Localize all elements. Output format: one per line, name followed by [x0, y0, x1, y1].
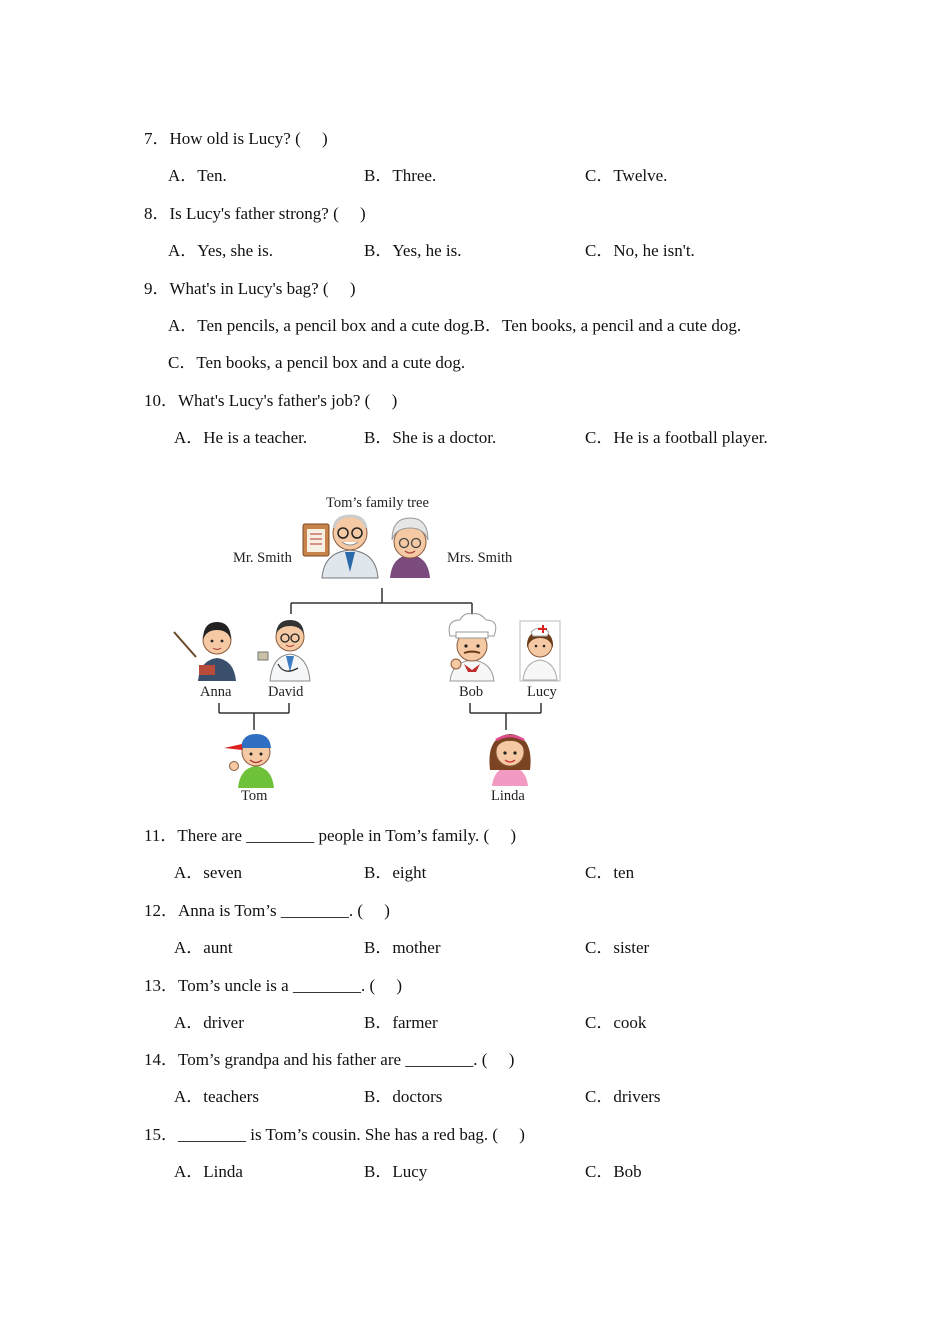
linda-figure [489, 734, 530, 786]
mrs-smith-figure [390, 518, 430, 578]
label-anna: Anna [200, 684, 232, 700]
option-a-b[interactable]: A．Ten pencils, a pencil box and a cute dog.B．Ten books, a pencil and a cute dog. [168, 316, 742, 335]
option-a[interactable]: A．Ten. [168, 166, 227, 185]
option-b[interactable]: B．doctors [364, 1087, 443, 1106]
mr-smith-figure [303, 516, 378, 578]
question-7: 7．How old is Lucy? ( ) [144, 129, 328, 148]
option-c[interactable]: C．cook [585, 1013, 647, 1032]
question-15: 15．________ is Tom’s cousin. She has a red bag. ( ) [144, 1125, 525, 1144]
option-c[interactable]: C．sister [585, 938, 650, 957]
tom-figure [224, 734, 274, 788]
lucy-figure [520, 621, 560, 681]
label-bob: Bob [459, 684, 484, 700]
option-b[interactable]: B．Three. [364, 166, 437, 185]
option-b[interactable]: B．farmer [364, 1013, 438, 1032]
option-b[interactable]: B．Yes, he is. [364, 241, 462, 260]
anna-figure [174, 622, 236, 681]
label-mrs-smith: Mrs. Smith [447, 550, 513, 566]
option-a[interactable]: A．seven [174, 863, 242, 882]
option-c[interactable]: C．Twelve. [585, 166, 668, 185]
option-c[interactable]: C．No, he isn't. [585, 241, 695, 260]
question-9: 9．What's in Lucy's bag? ( ) [144, 279, 356, 298]
family-tree-title: Tom’s family tree [326, 495, 429, 511]
option-a[interactable]: A．driver [174, 1013, 244, 1032]
question-13: 13．Tom’s uncle is a ________. ( ) [144, 976, 403, 995]
question-10: 10．What's Lucy's father's job? ( ) [144, 391, 398, 410]
option-a[interactable]: A．aunt [174, 938, 233, 957]
label-linda: Linda [491, 788, 525, 804]
label-tom: Tom [241, 788, 268, 804]
option-c[interactable]: C．Bob [585, 1162, 642, 1181]
option-b[interactable]: B．mother [364, 938, 441, 957]
label-mr-smith: Mr. Smith [233, 550, 292, 566]
question-12: 12．Anna is Tom’s ________. ( ) [144, 901, 390, 920]
option-b[interactable]: B．Lucy [364, 1162, 428, 1181]
option-b[interactable]: B．She is a doctor. [364, 428, 497, 447]
option-c[interactable]: C．He is a football player. [585, 428, 768, 447]
option-a[interactable]: A．He is a teacher. [174, 428, 308, 447]
bob-figure [449, 614, 496, 681]
option-a[interactable]: A．Linda [174, 1162, 243, 1181]
option-b[interactable]: B．eight [364, 863, 427, 882]
option-c[interactable]: C．ten [585, 863, 635, 882]
option-a[interactable]: A．teachers [174, 1087, 259, 1106]
label-lucy: Lucy [527, 684, 557, 700]
option-c[interactable]: C．Ten books, a pencil box and a cute dog. [168, 353, 466, 372]
question-8: 8．Is Lucy's father strong? ( ) [144, 204, 366, 223]
label-david: David [268, 684, 304, 700]
question-14: 14．Tom’s grandpa and his father are ________. ( ) [144, 1050, 515, 1069]
david-figure [258, 620, 310, 681]
option-c[interactable]: C．drivers [585, 1087, 661, 1106]
option-a[interactable]: A．Yes, she is. [168, 241, 274, 260]
question-11: 11．There are ________ people in Tom’s family. ( ) [144, 826, 517, 845]
